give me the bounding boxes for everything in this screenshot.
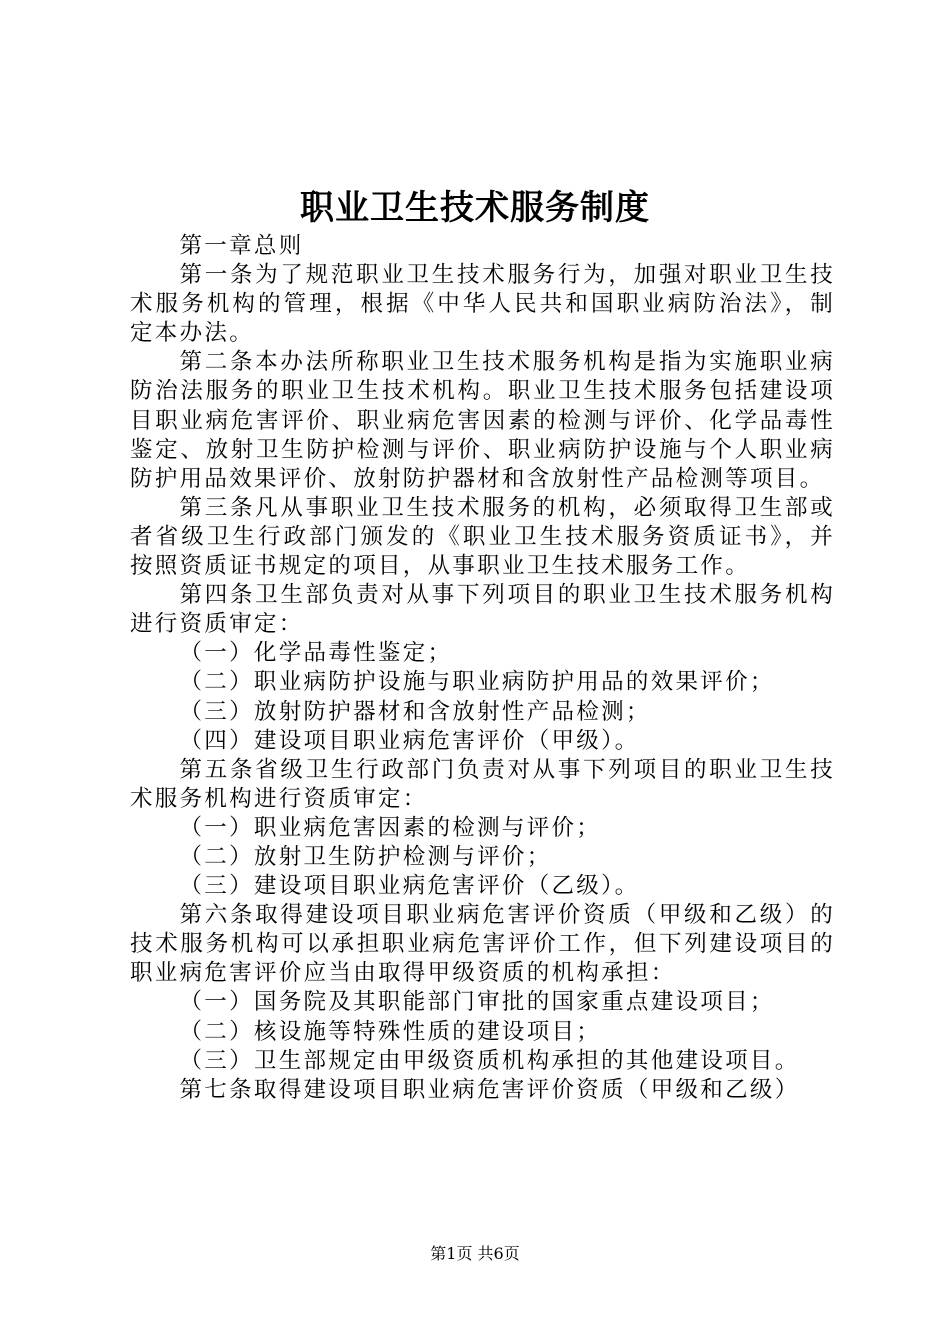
- page-number-footer: 第1页 共6页: [430, 1244, 520, 1263]
- list-item: （一）职业病危害因素的检测与评价；: [179, 814, 602, 841]
- list-item: （二）职业病防护设施与职业病防护用品的效果评价；: [179, 669, 775, 696]
- article-paragraph: 第二条本办法所称职业卫生技术服务机构是指为实施职业病防治法服务的职业卫生技术机构。职业卫生技术服务包括建设项目职业病危害评价、职业病危害因素的检测与评价、化学品毒性鉴定、放射卫生防护检测与评价、职业病防护设施与个人职业病防护用品效果评价、放射防护器材和含放射性产品检测等项目。: [130, 349, 835, 492]
- list-item: （二）核设施等特殊性质的建设项目；: [179, 1018, 602, 1045]
- article-paragraph: 第四条卫生部负责对从事下列项目的职业卫生技术服务机构进行资质审定：: [130, 582, 835, 638]
- list-item: （四）建设项目职业病危害评价（甲级）。: [179, 727, 640, 754]
- article-paragraph: 第七条取得建设项目职业病危害评价资质（甲级和乙级）: [179, 1076, 800, 1103]
- article-paragraph: 第三条凡从事职业卫生技术服务的机构，必须取得卫生部或者省级卫生行政部门颁发的《职业卫生技术服务资质证书》，并按照资质证书规定的项目，从事职业卫生技术服务工作。: [130, 494, 835, 580]
- list-item: （二）放射卫生防护检测与评价；: [179, 843, 552, 870]
- article-paragraph: 第五条省级卫生行政部门负责对从事下列项目的职业卫生技术服务机构进行资质审定：: [130, 756, 835, 812]
- list-item: （三）建设项目职业病危害评价（乙级）。: [179, 873, 640, 900]
- chapter-heading: 第一章总则: [179, 233, 304, 259]
- article-paragraph: 第六条取得建设项目职业病危害评价资质（甲级和乙级）的技术服务机构可以承担职业病危害评价工作，但下列建设项目的职业病危害评价应当由取得甲级资质的机构承担：: [130, 902, 835, 987]
- document-body: [130, 232, 835, 1105]
- document-title: 职业卫生技术服务制度: [300, 188, 650, 228]
- list-item: （三）放射防护器材和含放射性产品检测；: [179, 698, 651, 725]
- list-item: （三）卫生部规定由甲级资质机构承担的其他建设项目。: [179, 1047, 800, 1074]
- list-item: （一）国务院及其职能部门审批的国家重点建设项目；: [179, 989, 775, 1016]
- list-item: （一）化学品毒性鉴定；: [179, 640, 453, 667]
- article-paragraph: 第一条为了规范职业卫生技术服务行为，加强对职业卫生技术服务机构的管理，根据《中华人民共和国职业病防治法》，制定本办法。: [130, 262, 835, 347]
